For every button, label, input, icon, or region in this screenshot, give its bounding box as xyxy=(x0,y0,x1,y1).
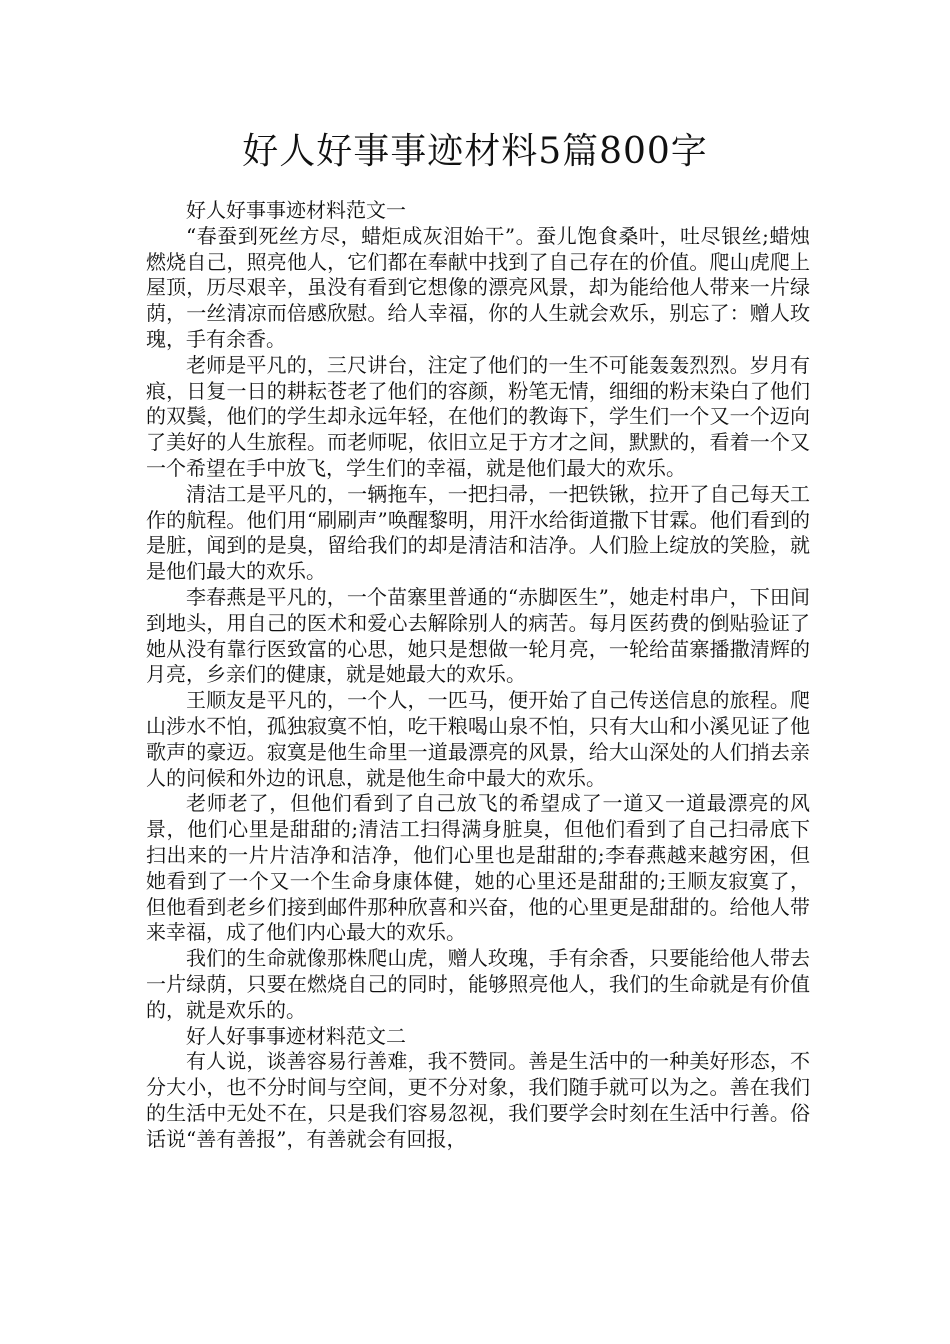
paragraph: 李春燕是平凡的，一个苗寨里普通的“赤脚医生”，她走村串户，下田间到地头，用自己的医术和爱心去解除别人的病苦。每月医药费的倒贴验证了她从没有靠行医致富的心思，她只是想做一轮月亮，一轮给苗寨播撒清辉的月亮，乡亲们的健康，就是她最大的欢乐。 xyxy=(146,584,810,687)
section-heading: 好人好事事迹材料范文二 xyxy=(186,1023,406,1048)
paragraph: 我们的生命就像那株爬山虎，赠人玫瑰，手有余香，只要能给他人带去一片绿荫，只要在燃烧自己的同时，能够照亮他人，我们的生命就是有价值的，就是欢乐的。 xyxy=(146,946,810,1022)
paragraph: 清洁工是平凡的，一辆拖车，一把扫帚，一把铁锹，拉开了自己每天工作的航程。他们用“刷刷声”唤醒黎明，用汗水给街道撒下甘霖。他们看到的是脏，闻到的是臭，留给我们的却是清洁和洁净。人们脸上绽放的笑脸，就是他们最大的欢乐。 xyxy=(146,481,810,584)
document-title: 好人好事事迹材料5篇800字 xyxy=(242,131,708,172)
paragraph: 老师是平凡的，三尺讲台，注定了他们的一生不可能轰轰烈烈。岁月有痕，日复一日的耕耘苍老了他们的容颜，粉笔无情，细细的粉末染白了他们的双鬓，他们的学生却永远年轻，在他们的教诲下，学生们一个又一个迈向了美好的人生旅程。而老师呢，依旧立足于方才之间，默默的，看着一个又一个希望在手中放飞，学生们的幸福，就是他们最大的欢乐。 xyxy=(146,352,810,480)
paragraph: “春蚕到死丝方尽，蜡炬成灰泪始干”。蚕儿饱食桑叶，吐尽银丝;蜡烛燃烧自己，照亮他人，它们都在奉献中找到了自己存在的价值。爬山虎爬上屋顶，历尽艰辛，虽没有看到它想像的漂亮风景，却为能给他人带来一片绿荫，一丝清凉而倍感欣慰。给人幸福，你的人生就会欢乐，别忘了：赠人玫瑰，手有余香。 xyxy=(146,223,810,351)
paragraph: 有人说，谈善容易行善难，我不赞同。善是生活中的一种美好形态，不分大小，也不分时间与空间，更不分对象，我们随手就可以为之。善在我们的生活中无处不在，只是我们容易忽视，我们要学会时刻在生活中行善。俗话说“善有善报”，有善就会有回报， xyxy=(146,1049,810,1151)
paragraph: 王顺友是平凡的，一个人，一匹马，便开始了自己传送信息的旅程。爬山涉水不怕，孤独寂寞不怕，吃干粮喝山泉不怕，只有大山和小溪见证了他歌声的豪迈。寂寞是他生命里一道最漂亮的风景，给大山深处的人们捎去亲人的问候和外边的讯息，就是他生命中最大的欢乐。 xyxy=(146,688,810,790)
paragraph: 老师老了，但他们看到了自己放飞的希望成了一道又一道最漂亮的风景，他们心里是甜甜的;清洁工扫得满身脏臭，但他们看到了自己扫帚底下扫出来的一片片洁净和洁净，他们心里也是甜甜的;李春燕越来越穷困，但她看到了一个又一个生命身康体健，她的心里还是甜甜的;王顺友寂寞了，但他看到老乡们接到邮件那种欣喜和兴奋，他的心里更是甜甜的。给他人带来幸福，成了他们内心最大的欢乐。 xyxy=(146,791,810,945)
section-heading: 好人好事事迹材料范文一 xyxy=(186,198,406,222)
document-body xyxy=(146,198,810,1152)
